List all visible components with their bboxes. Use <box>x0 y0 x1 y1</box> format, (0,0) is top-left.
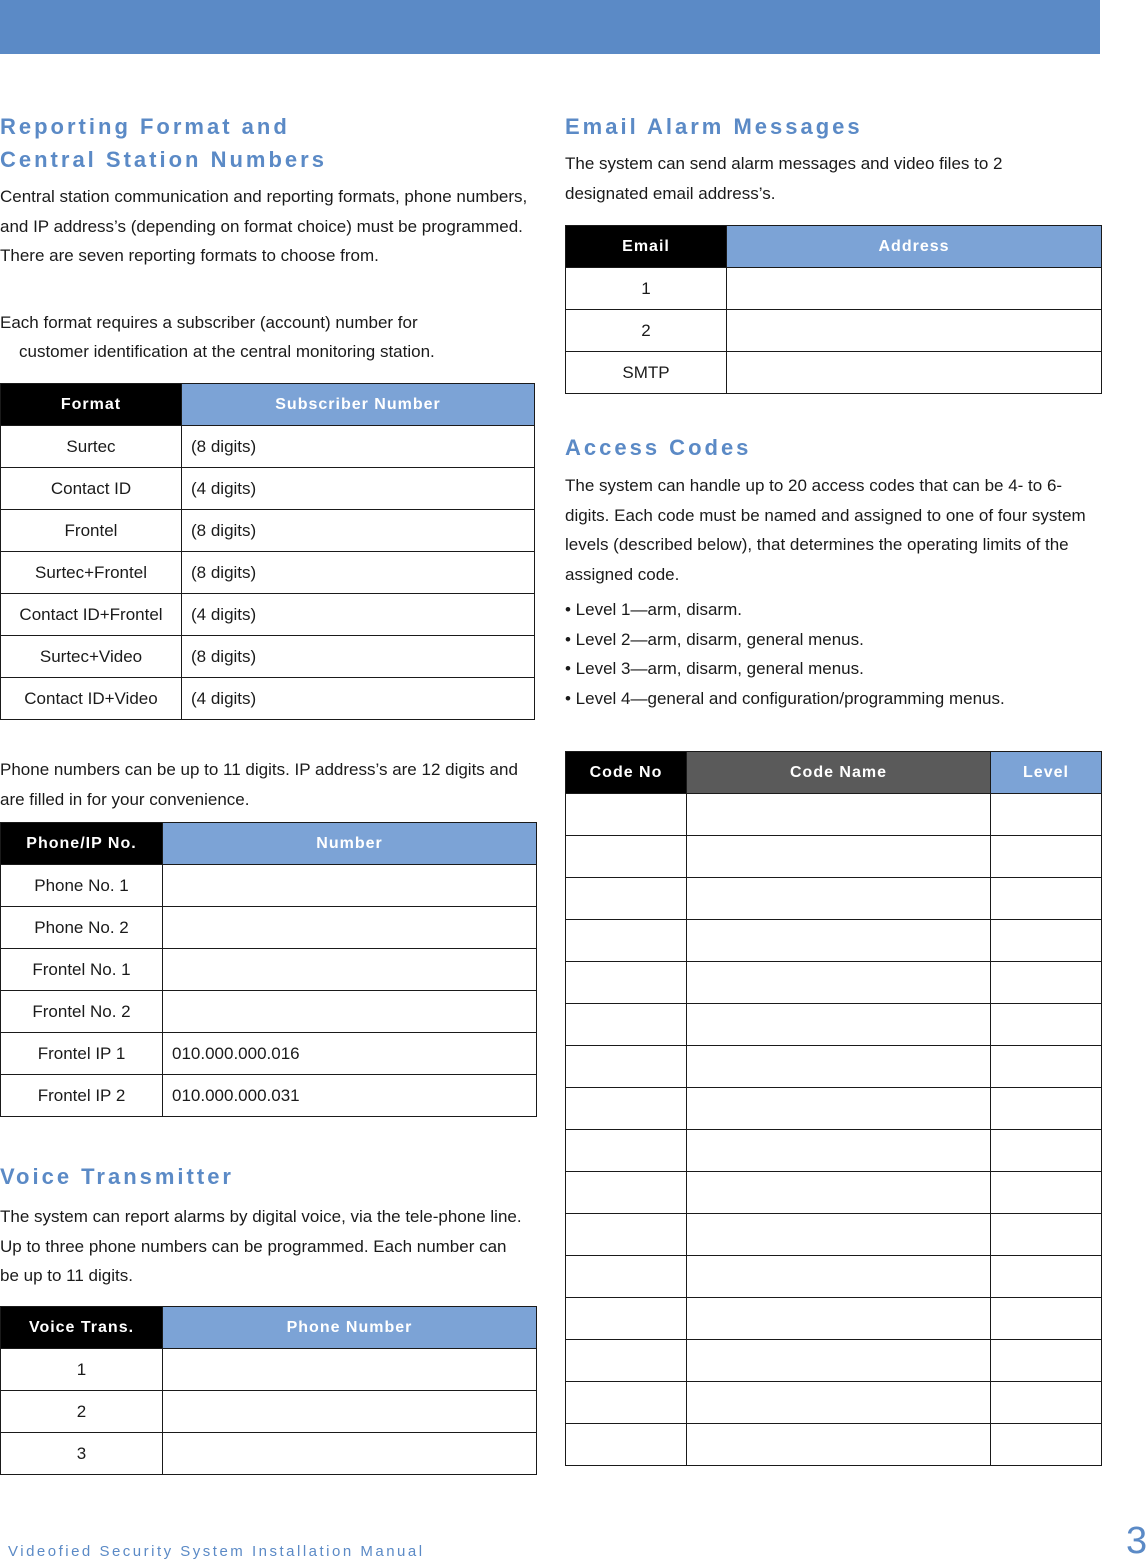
code-name-cell <box>687 1172 991 1214</box>
code-no-cell <box>566 1298 687 1340</box>
table-row <box>566 268 1102 310</box>
level-cell <box>991 920 1102 962</box>
email-address-cell <box>727 310 1102 352</box>
code-name-cell <box>687 1340 991 1382</box>
table-row <box>1 510 535 552</box>
email-table <box>565 225 1102 394</box>
format-cell: Frontel <box>1 510 182 552</box>
level-cell <box>991 878 1102 920</box>
email-title: Email Alarm Messages <box>565 114 863 139</box>
level-header: Level <box>991 752 1102 794</box>
voice-intro: The system can report alarms by digital voice, via the tele-phone line. Up to three phone numbers can be programmed. Each number can be up to 11 digits. <box>0 1207 522 1285</box>
reporting-title-line2: Central Station Numbers <box>0 147 327 172</box>
list-item: • Level 2—arm, disarm, general menus. <box>565 629 864 649</box>
reporting-subscriber-line2: customer identification at the central monitoring station. <box>19 342 435 361</box>
code-name-cell <box>687 1088 991 1130</box>
code-name-cell <box>687 878 991 920</box>
format-cell: Contact ID <box>1 468 182 510</box>
table-row <box>1 678 535 720</box>
table-row <box>1 865 537 907</box>
table-row <box>566 962 1102 1004</box>
phone-label-cell: Phone No. 1 <box>1 865 163 907</box>
level-cell <box>991 1130 1102 1172</box>
code-no-cell <box>566 1172 687 1214</box>
level-cell <box>991 1382 1102 1424</box>
table-row <box>1 991 537 1033</box>
table-row <box>1 1349 537 1391</box>
digits-cell: (4 digits) <box>182 594 535 636</box>
level-cell <box>991 1214 1102 1256</box>
phone-ip-header: Phone/IP No. <box>1 823 163 865</box>
code-no-cell <box>566 1004 687 1046</box>
code-name-cell <box>687 794 991 836</box>
phone-label-cell: Phone No. 2 <box>1 907 163 949</box>
phone-value-cell: 010.000.000.016 <box>163 1033 537 1075</box>
table-row <box>1 949 537 991</box>
level-cell <box>991 1256 1102 1298</box>
header-bar <box>0 0 1100 54</box>
phone-value-cell <box>163 949 537 991</box>
voice-index-cell: 2 <box>1 1391 163 1433</box>
phone-value-cell <box>163 865 537 907</box>
list-item: • Level 3—arm, disarm, general menus. <box>565 659 864 678</box>
table-row <box>566 1172 1102 1214</box>
code-name-cell <box>687 1298 991 1340</box>
code-no-cell <box>566 1340 687 1382</box>
phone-label-cell: Frontel IP 2 <box>1 1075 163 1117</box>
table-row <box>566 1340 1102 1382</box>
code-no-cell <box>566 962 687 1004</box>
code-no-cell <box>566 878 687 920</box>
code-no-cell <box>566 1130 687 1172</box>
format-cell: Surtec+Video <box>1 636 182 678</box>
table-row <box>566 1382 1102 1424</box>
code-no-cell <box>566 1214 687 1256</box>
level-cell <box>991 1298 1102 1340</box>
page-number: 3 <box>1126 1520 1147 1562</box>
format-table <box>0 383 535 720</box>
email-index-cell: SMTP <box>566 352 727 394</box>
digits-cell: (4 digits) <box>182 468 535 510</box>
table-row <box>566 1424 1102 1466</box>
email-address-cell <box>727 268 1102 310</box>
code-name-cell <box>687 962 991 1004</box>
code-no-cell <box>566 1256 687 1298</box>
table-row <box>566 310 1102 352</box>
reporting-title-line1: Reporting Format and <box>0 114 290 139</box>
access-intro: The system can handle up to 20 access codes that can be 4- to 6-digits. Each code must be named and assigned to one of four system levels (described below), that determines the operating limits of the assigned code. <box>565 476 1086 584</box>
table-row <box>566 836 1102 878</box>
level-cell <box>991 1046 1102 1088</box>
code-name-cell <box>687 1214 991 1256</box>
table-row <box>566 1256 1102 1298</box>
code-no-header: Code No <box>566 752 687 794</box>
voice-phone-cell <box>163 1349 537 1391</box>
voice-table <box>0 1306 537 1475</box>
table-row <box>566 920 1102 962</box>
access-title: Access Codes <box>565 435 752 460</box>
list-item: • Level 4—general and configuration/programming menus. <box>565 688 1005 708</box>
table-row <box>1 468 535 510</box>
voice-title: Voice Transmitter <box>0 1164 234 1189</box>
format-cell: Contact ID+Frontel <box>1 594 182 636</box>
table-row <box>566 1088 1102 1130</box>
code-name-cell <box>687 1004 991 1046</box>
manual-title: Videofied Security System Installation Manual <box>8 1543 425 1560</box>
format-cell: Surtec <box>1 426 182 468</box>
level-cell <box>991 1340 1102 1382</box>
level-cell <box>991 794 1102 836</box>
code-no-cell <box>566 1382 687 1424</box>
table-row <box>566 794 1102 836</box>
table-row <box>1 1391 537 1433</box>
table-row <box>566 1214 1102 1256</box>
code-name-cell <box>687 1382 991 1424</box>
level-cell <box>991 1172 1102 1214</box>
level-cell <box>991 962 1102 1004</box>
table-row <box>566 1046 1102 1088</box>
reporting-section <box>0 110 536 176</box>
digits-cell: (8 digits) <box>182 636 535 678</box>
format-header: Format <box>1 384 182 426</box>
code-no-cell <box>566 920 687 962</box>
code-name-cell <box>687 1046 991 1088</box>
phone-number-header: Phone Number <box>163 1307 537 1349</box>
table-row <box>566 1298 1102 1340</box>
list-item: • Level 1—arm, disarm. <box>565 600 742 619</box>
phone-value-cell: 010.000.000.031 <box>163 1075 537 1117</box>
code-name-cell <box>687 920 991 962</box>
reporting-intro: Central station communication and reporting formats, phone numbers, and IP address’s (depending on format choice) must be programmed. There are seven reporting formats to choose from. <box>0 187 528 265</box>
voice-phone-cell <box>163 1391 537 1433</box>
table-row <box>566 878 1102 920</box>
level-list <box>565 595 1101 713</box>
level-cell <box>991 1088 1102 1130</box>
access-codes-table <box>565 751 1102 1466</box>
phone-ip-table <box>0 822 537 1117</box>
digits-cell: (8 digits) <box>182 426 535 468</box>
table-row <box>1 1433 537 1475</box>
level-cell <box>991 1424 1102 1466</box>
table-row <box>566 352 1102 394</box>
voice-trans-header: Voice Trans. <box>1 1307 163 1349</box>
digits-cell: (4 digits) <box>182 678 535 720</box>
email-address-cell <box>727 352 1102 394</box>
code-name-cell <box>687 1424 991 1466</box>
table-row <box>1 1033 537 1075</box>
digits-cell: (8 digits) <box>182 552 535 594</box>
number-header: Number <box>163 823 537 865</box>
table-row <box>1 552 535 594</box>
table-row <box>1 1075 537 1117</box>
code-no-cell <box>566 1424 687 1466</box>
subscriber-number-header: Subscriber Number <box>182 384 535 426</box>
email-intro: The system can send alarm messages and video files to 2 designated email address’s. <box>565 154 1003 203</box>
code-no-cell <box>566 836 687 878</box>
reporting-subscriber-line1: Each format requires a subscriber (account) number for <box>0 313 418 332</box>
voice-phone-cell <box>163 1433 537 1475</box>
code-no-cell <box>566 1088 687 1130</box>
format-cell: Surtec+Frontel <box>1 552 182 594</box>
code-no-cell <box>566 1046 687 1088</box>
code-name-cell <box>687 1130 991 1172</box>
phone-intro: Phone numbers can be up to 11 digits. IP address’s are 12 digits and are filled in for your convenience. <box>0 760 518 809</box>
table-row <box>1 907 537 949</box>
format-cell: Contact ID+Video <box>1 678 182 720</box>
access-codes-body <box>566 794 1102 1466</box>
code-no-cell <box>566 794 687 836</box>
phone-label-cell: Frontel No. 2 <box>1 991 163 1033</box>
table-row <box>566 1004 1102 1046</box>
voice-index-cell: 1 <box>1 1349 163 1391</box>
table-row <box>1 426 535 468</box>
phone-value-cell <box>163 991 537 1033</box>
level-cell <box>991 1004 1102 1046</box>
digits-cell: (8 digits) <box>182 510 535 552</box>
email-index-cell: 2 <box>566 310 727 352</box>
email-index-cell: 1 <box>566 268 727 310</box>
address-header: Address <box>727 226 1102 268</box>
code-name-header: Code Name <box>687 752 991 794</box>
email-header: Email <box>566 226 727 268</box>
phone-label-cell: Frontel IP 1 <box>1 1033 163 1075</box>
table-row <box>1 636 535 678</box>
table-row <box>566 1130 1102 1172</box>
phone-label-cell: Frontel No. 1 <box>1 949 163 991</box>
level-cell <box>991 836 1102 878</box>
code-name-cell <box>687 836 991 878</box>
code-name-cell <box>687 1256 991 1298</box>
voice-index-cell: 3 <box>1 1433 163 1475</box>
table-row <box>1 594 535 636</box>
phone-value-cell <box>163 907 537 949</box>
